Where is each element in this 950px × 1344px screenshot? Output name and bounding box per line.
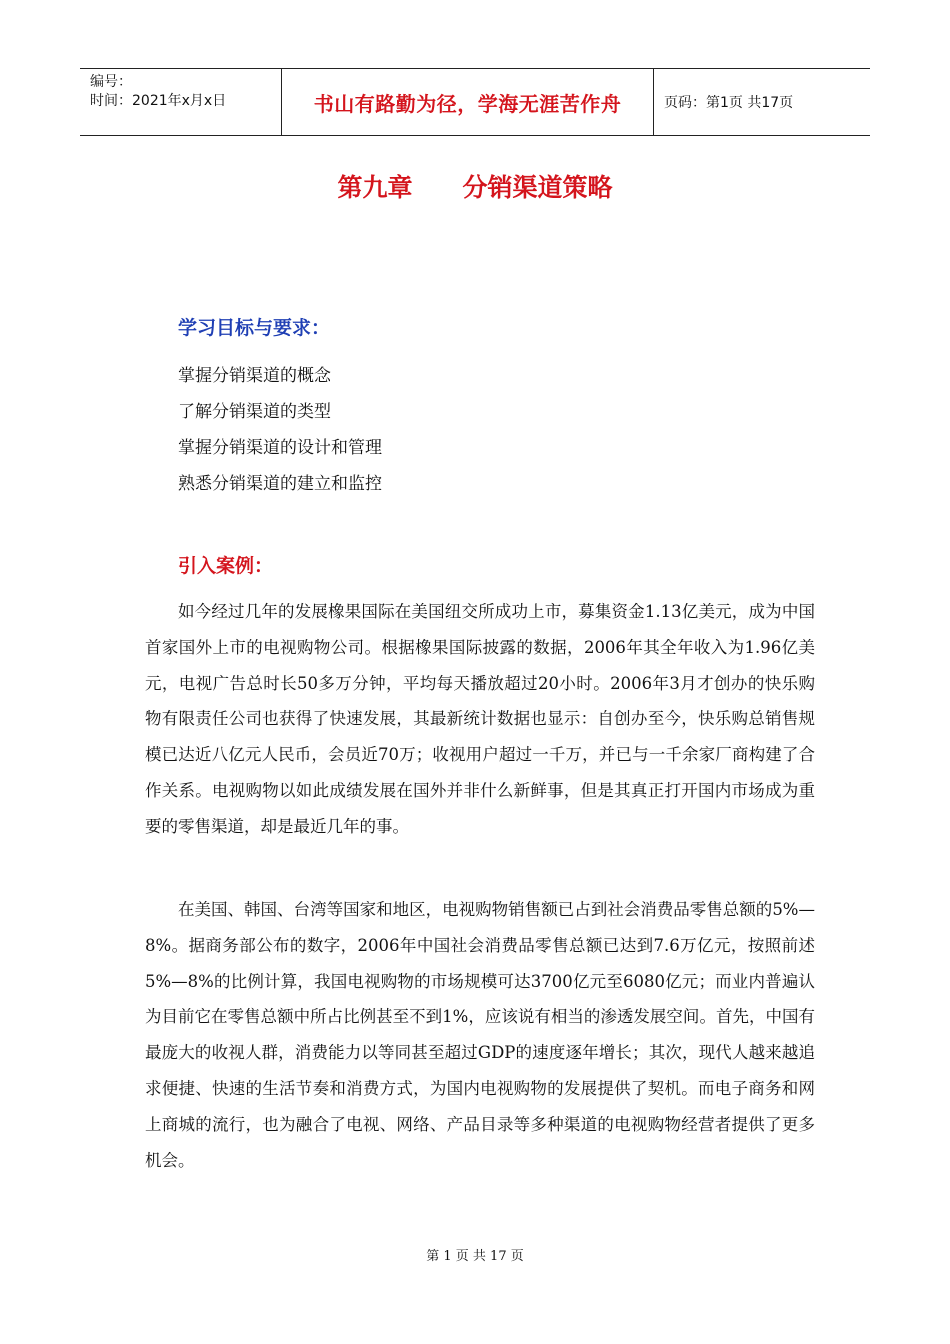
case-paragraph: 如今经过几年的发展橡果国际在美国纽交所成功上市，募集资金1.13亿美元，成为中国首家国外上市的电视购物公司。根据橡果国际披露的数据，2006年其全年收入为1.96亿美元，电视广告总时长50多万分钟，平均每天播放超过20小时。2006年3月才创办的快乐购物有限责任公司也获得了快速发展，其最新统计数据也显示：自创办至今，快乐购总销售规模已达近八亿元人民币，会员近70万；收视用户超过一千万，并已与一千余家厂商构建了合作关系。电视购物以如此成绩发展在国外并非什么新鲜事，但是其真正打开国内市场成为重要的零售渠道，却是最近几年的事。	[145, 602, 815, 836]
objective-item: 掌握分销渠道的设计和管理	[178, 438, 382, 458]
case-heading: 引入案例：	[178, 555, 274, 577]
objective-item: 熟悉分销渠道的建立和监控	[178, 474, 382, 494]
objective-item: 掌握分销渠道的概念	[178, 366, 331, 386]
chapter-name: 分销渠道策略	[462, 173, 613, 202]
document-header-table	[80, 68, 870, 136]
chapter-title	[0, 168, 950, 204]
page-footer: 第 1 页 共 17 页	[426, 1249, 524, 1264]
document-number-label: 编号：	[90, 74, 132, 90]
header-meta-cell	[80, 69, 282, 135]
objectives-list	[178, 358, 382, 502]
header-motto: 书山有路勤为径，学海无涯苦作舟	[282, 69, 654, 135]
objectives-heading: 学习目标与要求：	[178, 317, 331, 339]
document-time-label: 时间：2021年x月x日	[90, 93, 227, 109]
header-page-label: 页码：第1页 共17页	[664, 95, 794, 111]
case-paragraph: 在美国、韩国、台湾等国家和地区，电视购物销售额已占到社会消费品零售总额的5%—8%。据商务部公布的数字，2006年中国社会消费品零售总额已达到7.6万亿元，按照前述5%—8%的比例计算，我国电视购物的市场规模可达3700亿元至6080亿元；而业内普遍认为目前它在零售总额中所占比例甚至不到1%，应该说有相当的渗透发展空间。首先，中国有最庞大的收视人群，消费能力以等同甚至超过GDP的速度逐年增长；其次，现代人越来越追求便捷、快速的生活节奏和消费方式，为国内电视购物的发展提供了契机。而电子商务和网上商城的流行，也为融合了电视、网络、产品目录等多种渠道的电视购物经营者提供了更多机会。	[145, 900, 815, 1170]
chapter-number: 第九章	[337, 173, 413, 202]
objective-item: 了解分销渠道的类型	[178, 402, 331, 422]
